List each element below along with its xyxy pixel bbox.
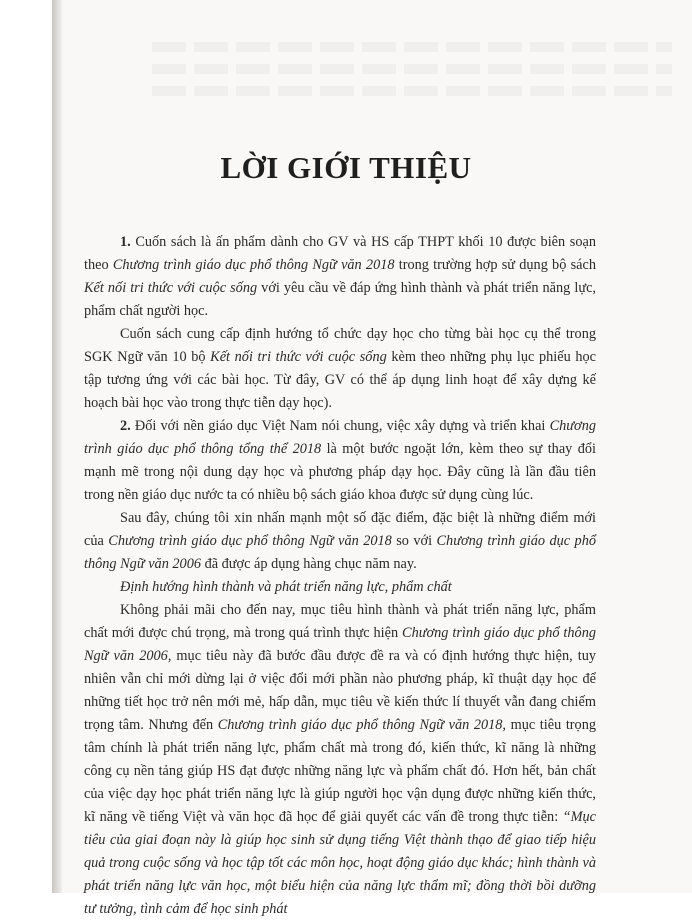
bleed-through-line: [152, 86, 672, 96]
program-title: Chương trình giáo dục phổ thông tổng thể 2018: [84, 418, 596, 457]
section-number: 1.: [120, 234, 131, 250]
paragraph-2: [84, 323, 596, 415]
page-title: LỜI GIỚI THIỆU: [220, 150, 472, 185]
text-run: , mục tiêu này đã bước đầu được đề ra và có định hướng thực hiện, tuy nhiên vẫn chỉ mới dừng lại ở việc đổi mới phần nào phương pháp, kĩ thuật dạy học để những tiết học trở nên mới mẻ, hấp dẫn, mục tiêu về kiến thức lí thuyết vẫn đang chiếm trọng tâm. Nhưng đến: [84, 648, 596, 733]
paragraph-1: [84, 231, 596, 323]
text-run: Sau đây, chúng tôi xin nhấn mạnh một số đặc điểm, đặc biệt là những điểm mới của: [84, 510, 596, 549]
paragraph-3: [84, 415, 596, 507]
paragraph-4: [84, 507, 596, 576]
book-series-title: Kết nối tri thức với cuộc sống: [210, 349, 387, 365]
text-run: là một bước ngoặt lớn, kèm theo sự thay đổi mạnh mẽ trong nội dung dạy học và phương pháp dạy học. Đây cũng là lần đầu tiên trong nền giáo dục nước ta có nhiều bộ sách giáo khoa được sử dụng cùng lúc.: [84, 441, 596, 503]
program-title: Chương trình giáo dục phổ thông Ngữ văn 2018: [108, 533, 392, 549]
text-run: đã được áp dụng hàng chục năm nay.: [201, 556, 417, 572]
book-series-title: Kết nối tri thức với cuộc sống: [84, 280, 258, 296]
program-title: Chương trình giáo dục phổ thông Ngữ văn 2018: [112, 257, 395, 273]
text-run: Cuốn sách là ấn phẩm dành cho GV và HS cấp THPT khối 10 được biên soạn theo: [84, 234, 596, 273]
body-text: [84, 231, 596, 921]
page-gutter-shadow: [52, 0, 62, 893]
bleed-through-line: [152, 42, 672, 52]
subsection-heading-text: Định hướng hình thành và phát triển năng lực, phẩm chất: [120, 579, 452, 595]
text-run: so với: [391, 533, 437, 549]
text-run: Cuốn sách cung cấp định hướng tổ chức dạy học cho từng bài học cụ thể trong SGK Ngữ văn 10 bộ: [84, 326, 596, 365]
program-title: Chương trình giáo dục phổ thông Ngữ văn 2006: [84, 625, 596, 664]
subsection-heading: [84, 576, 596, 599]
program-title: Chương trình giáo dục phổ thông Ngữ văn 2006: [84, 533, 596, 572]
text-run: với yêu cầu về đáp ứng hình thành và phát triển năng lực, phẩm chất người học.: [84, 280, 596, 319]
program-title: Chương trình giáo dục phổ thông Ngữ văn 2018,: [217, 717, 506, 733]
text-run: Đối với nền giáo dục Việt Nam nói chung, việc xây dựng và triển khai: [130, 418, 550, 434]
text-run: Không phải mãi cho đến nay, mục tiêu hình thành và phát triển năng lực, phẩm chất mới được chú trọng, mà trong quá trình thực hiện: [84, 602, 596, 641]
text-run: kèm theo những phụ lục phiếu học tập tương ứng với các bài học. Từ đây, GV có thể áp dụng linh hoạt để xây dựng kế hoạch bài học vào trong thực tiễn dạy học).: [84, 349, 596, 411]
text-run: trong trường hợp sử dụng bộ sách: [394, 257, 596, 273]
section-number: 2.: [120, 418, 131, 434]
paragraph-5: [84, 599, 596, 921]
text-run: mục tiêu trọng tâm chính là phát triển năng lực, phẩm chất mà trong đó, kiến thức, kĩ năng là những công cụ nền tảng giúp HS đạt được những năng lực và phẩm chất đó. Hơn hết, bản chất của việc dạy học phát triển năng lực là giúp người học vận dụng được những kiến thức, kĩ năng về tiếng Việt và văn học đã học để giải quyết các vấn đề trong thực tiễn:: [84, 717, 596, 825]
quotation: “Mục tiêu của giai đoạn này là giúp học sinh sử dụng tiếng Việt thành thạo để giao tiếp hiệu quả trong cuộc sống và học tập tốt các môn học, hoạt động giáo dục khác; hình thành và phát triển năng lực văn học, một biểu hiện của năng lực thẩm mĩ; đồng thời bồi dưỡng tư tưởng, tình cảm để học sinh phát: [84, 809, 596, 917]
bleed-through-line: [152, 64, 672, 74]
